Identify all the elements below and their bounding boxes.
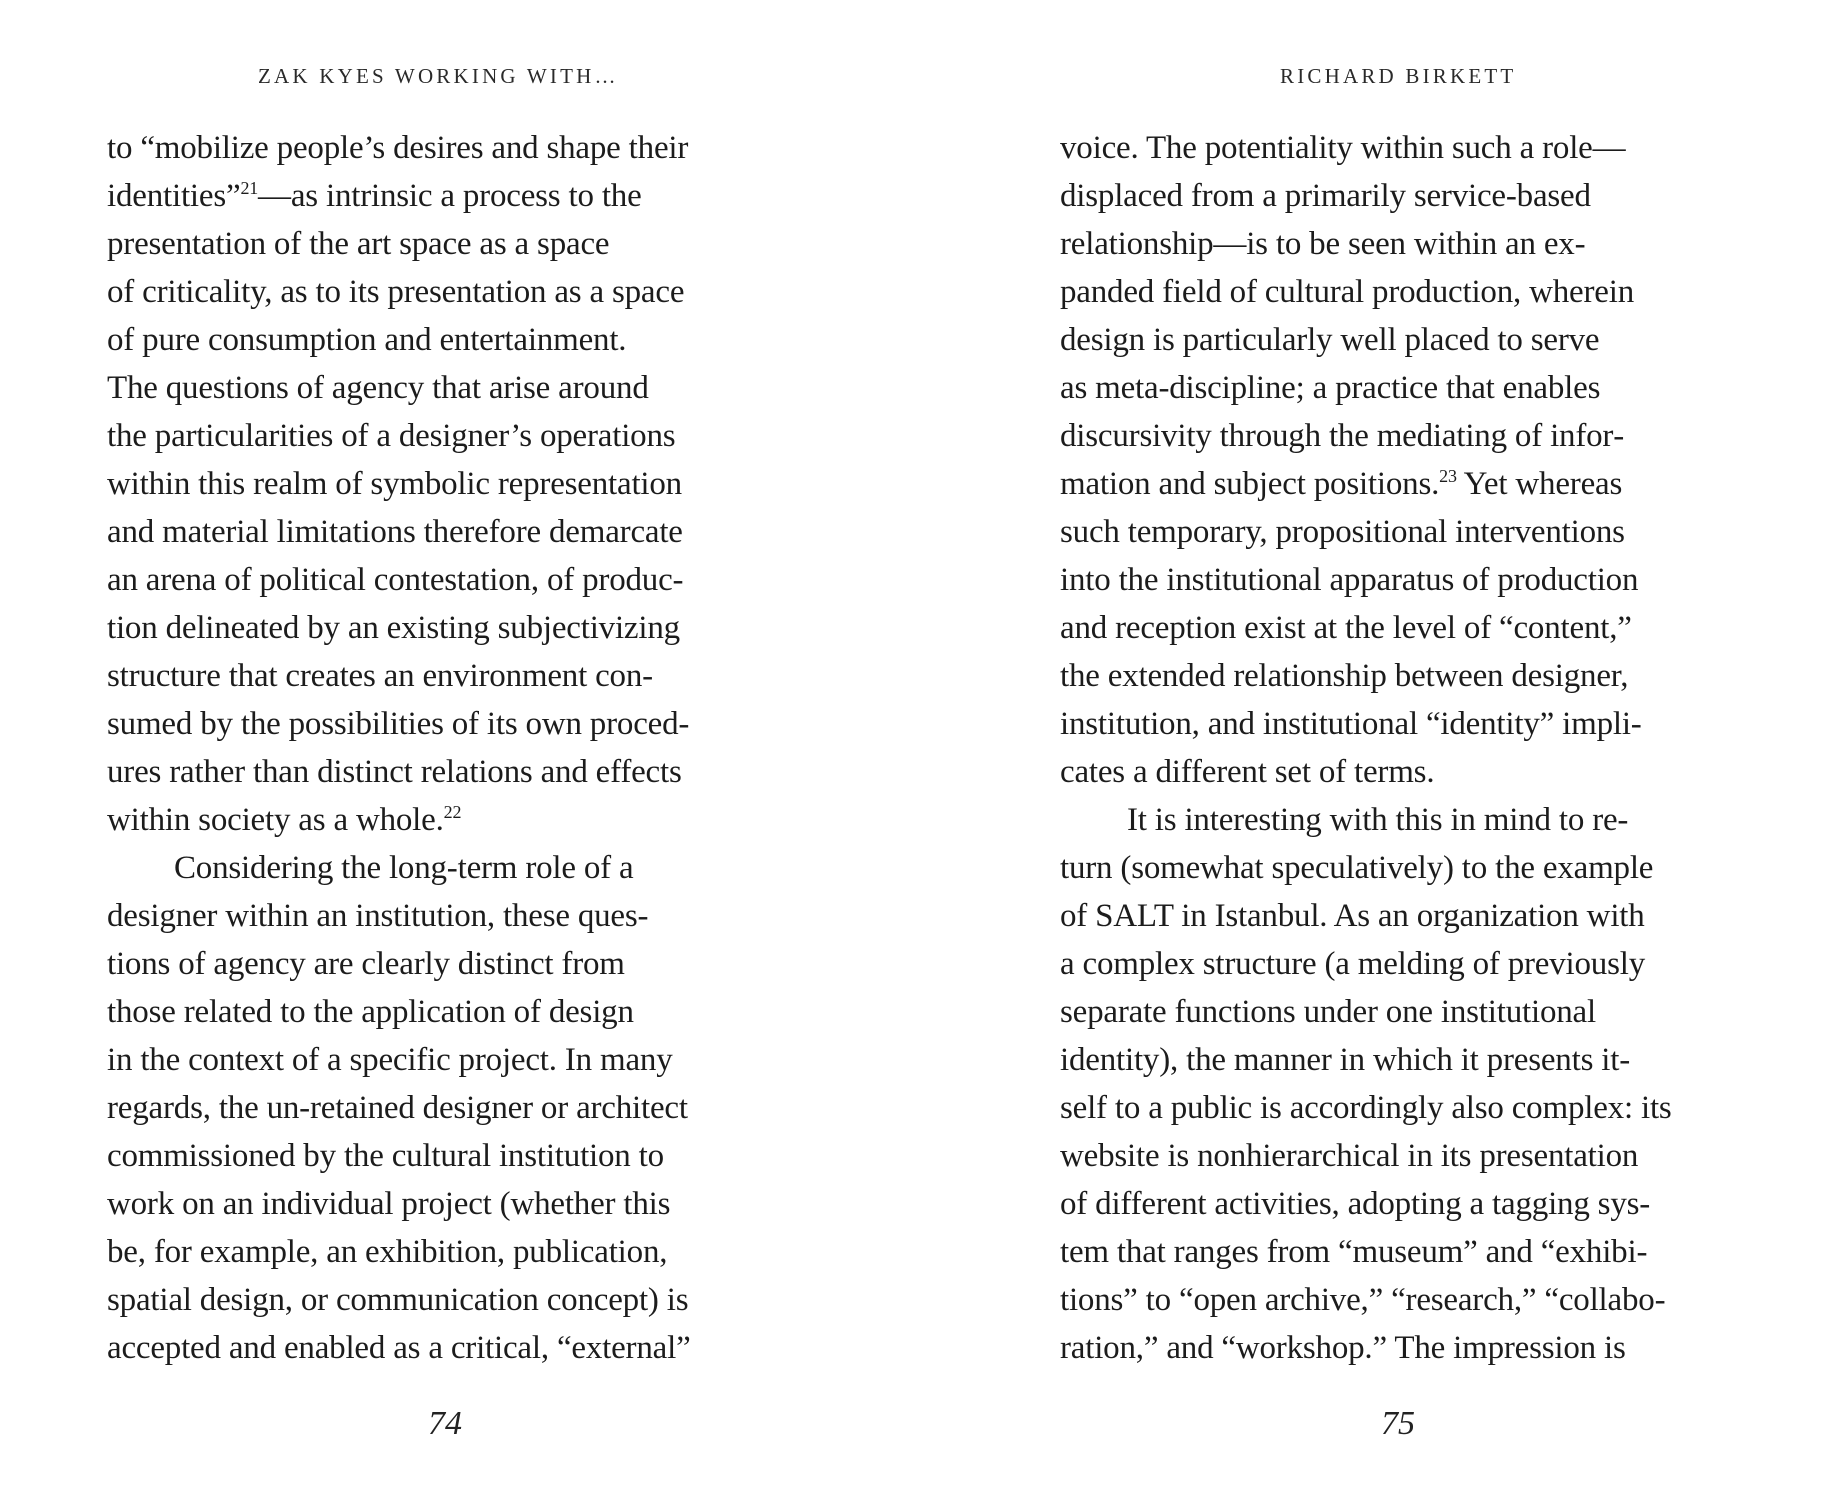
body-text bbox=[107, 124, 691, 1372]
text-line bbox=[1060, 364, 1672, 412]
text-line bbox=[1060, 1228, 1672, 1276]
footnote-marker[interactable]: 22 bbox=[443, 802, 462, 822]
text-line bbox=[1060, 1132, 1672, 1180]
text-line bbox=[107, 844, 691, 892]
text-line bbox=[1060, 1084, 1672, 1132]
running-head: ZAK KYES WORKING WITH… bbox=[258, 64, 619, 88]
text-line bbox=[1060, 1276, 1672, 1324]
text-line bbox=[1060, 748, 1672, 796]
line-text: design is particularly well placed to serve bbox=[1060, 322, 1600, 358]
text-line bbox=[1060, 124, 1672, 172]
line-text: Considering the long‑term role of a bbox=[174, 850, 634, 886]
line-text: ures rather than distinct relations and effects bbox=[107, 754, 682, 790]
text-line bbox=[1060, 940, 1672, 988]
line-text: tions of agency are clearly distinct from bbox=[107, 946, 625, 982]
text-line bbox=[107, 1036, 691, 1084]
line-text: institution, and institutional “identity” impli‑ bbox=[1060, 706, 1642, 742]
line-text: work on an individual project (whether this bbox=[107, 1186, 671, 1222]
line-text: the extended relationship between designer, bbox=[1060, 658, 1629, 694]
line-text: voice. The potentiality within such a role— bbox=[1060, 130, 1626, 166]
line-text: cates a different set of terms. bbox=[1060, 754, 1435, 790]
line-text-continued: Yet whereas bbox=[1456, 466, 1623, 502]
text-line bbox=[107, 1132, 691, 1180]
text-line bbox=[1060, 700, 1672, 748]
line-text: spatial design, or communication concept) is bbox=[107, 1282, 689, 1318]
line-text: an arena of political contestation, of produc‑ bbox=[107, 562, 684, 598]
text-line bbox=[1060, 796, 1672, 844]
body-text bbox=[1060, 124, 1672, 1372]
text-line bbox=[107, 1180, 691, 1228]
running-head: RICHARD BIRKETT bbox=[1280, 64, 1517, 88]
line-text: relationship—is to be seen within an ex‑ bbox=[1060, 226, 1586, 262]
text-line bbox=[1060, 892, 1672, 940]
text-line bbox=[107, 988, 691, 1036]
text-line bbox=[107, 364, 691, 412]
page-number: 74 bbox=[428, 1405, 462, 1442]
line-text: panded field of cultural production, wherein bbox=[1060, 274, 1635, 310]
text-line bbox=[107, 412, 691, 460]
line-text: ration,” and “workshop.” The impression is bbox=[1060, 1330, 1626, 1366]
line-text: separate functions under one institutional bbox=[1060, 994, 1596, 1030]
text-line bbox=[107, 1324, 691, 1372]
line-text: accepted and enabled as a critical, “external” bbox=[107, 1330, 691, 1366]
text-line bbox=[1060, 556, 1672, 604]
text-line bbox=[1060, 412, 1672, 460]
text-line bbox=[1060, 1180, 1672, 1228]
text-line bbox=[107, 460, 691, 508]
line-text: in the context of a specific project. In many bbox=[107, 1042, 673, 1078]
line-text: a complex structure (a melding of previously bbox=[1060, 946, 1646, 982]
text-line bbox=[107, 556, 691, 604]
text-line bbox=[1060, 268, 1672, 316]
line-text: identities” bbox=[107, 178, 241, 214]
line-text: tem that ranges from “museum” and “exhibi‑ bbox=[1060, 1234, 1648, 1270]
text-line bbox=[107, 268, 691, 316]
text-line bbox=[1060, 220, 1672, 268]
text-line bbox=[107, 508, 691, 556]
line-text: identity), the manner in which it presents it‑ bbox=[1060, 1042, 1630, 1078]
right-page bbox=[920, 0, 1839, 1500]
text-line bbox=[107, 748, 691, 796]
line-text: within this realm of symbolic representation bbox=[107, 466, 682, 502]
text-line bbox=[107, 316, 691, 364]
text-line bbox=[107, 1228, 691, 1276]
text-line bbox=[1060, 460, 1672, 508]
line-text: tion delineated by an existing subjectivizing bbox=[107, 610, 680, 646]
page-number: 75 bbox=[1381, 1405, 1415, 1442]
text-line bbox=[1060, 1324, 1672, 1372]
text-line bbox=[1060, 508, 1672, 556]
line-text: designer within an institution, these ques‑ bbox=[107, 898, 649, 934]
text-line bbox=[107, 604, 691, 652]
text-line bbox=[107, 220, 691, 268]
line-text: regards, the un‑retained designer or architect bbox=[107, 1090, 688, 1126]
line-text: and reception exist at the level of “content,” bbox=[1060, 610, 1632, 646]
line-text: as meta‑discipline; a practice that enables bbox=[1060, 370, 1601, 406]
line-text: of different activities, adopting a tagging sys‑ bbox=[1060, 1186, 1651, 1222]
line-text: of SALT in Istanbul. As an organization with bbox=[1060, 898, 1645, 934]
text-line bbox=[107, 892, 691, 940]
line-text: website is nonhierarchical in its presentation bbox=[1060, 1138, 1639, 1174]
line-text-continued: —as intrinsic a process to the bbox=[258, 178, 642, 214]
text-line bbox=[1060, 988, 1672, 1036]
line-text: within society as a whole. bbox=[107, 802, 444, 838]
line-text: of pure consumption and entertainment. bbox=[107, 322, 627, 358]
line-text: It is interesting with this in mind to re‑ bbox=[1127, 802, 1629, 838]
line-text: mation and subject positions. bbox=[1060, 466, 1440, 502]
text-line bbox=[1060, 844, 1672, 892]
line-text: of criticality, as to its presentation as a space bbox=[107, 274, 685, 310]
text-line bbox=[107, 796, 691, 844]
line-text: presentation of the art space as a space bbox=[107, 226, 610, 262]
line-text: commissioned by the cultural institution to bbox=[107, 1138, 664, 1174]
text-line bbox=[107, 124, 691, 172]
line-text: to “mobilize people’s desires and shape their bbox=[107, 130, 689, 166]
line-text: the particularities of a designer’s operations bbox=[107, 418, 676, 454]
line-text: structure that creates an environment con‑ bbox=[107, 658, 653, 694]
line-text: discursivity through the mediating of infor‑ bbox=[1060, 418, 1625, 454]
line-text: be, for example, an exhibition, publication, bbox=[107, 1234, 668, 1270]
line-text: turn (somewhat speculatively) to the example bbox=[1060, 850, 1654, 886]
text-line bbox=[107, 172, 691, 220]
footnote-marker[interactable]: 23 bbox=[1439, 466, 1457, 486]
line-text: and material limitations therefore demarcate bbox=[107, 514, 683, 550]
footnote-marker[interactable]: 21 bbox=[240, 178, 259, 198]
text-line bbox=[107, 1276, 691, 1324]
line-text: those related to the application of design bbox=[107, 994, 634, 1030]
text-line bbox=[107, 700, 691, 748]
text-line bbox=[1060, 652, 1672, 700]
line-text: The questions of agency that arise around bbox=[107, 370, 649, 406]
line-text: self to a public is accordingly also complex: its bbox=[1060, 1090, 1672, 1126]
text-line bbox=[1060, 172, 1672, 220]
line-text: tions” to “open archive,” “research,” “collabo‑ bbox=[1060, 1282, 1666, 1318]
line-text: sumed by the possibilities of its own proced‑ bbox=[107, 706, 690, 742]
text-line bbox=[1060, 1036, 1672, 1084]
line-text: displaced from a primarily service‑based bbox=[1060, 178, 1591, 214]
line-text: into the institutional apparatus of production bbox=[1060, 562, 1639, 598]
text-line bbox=[1060, 604, 1672, 652]
text-line bbox=[107, 1084, 691, 1132]
text-line bbox=[107, 940, 691, 988]
text-line bbox=[107, 652, 691, 700]
line-text: such temporary, propositional interventions bbox=[1060, 514, 1625, 550]
text-line bbox=[1060, 316, 1672, 364]
